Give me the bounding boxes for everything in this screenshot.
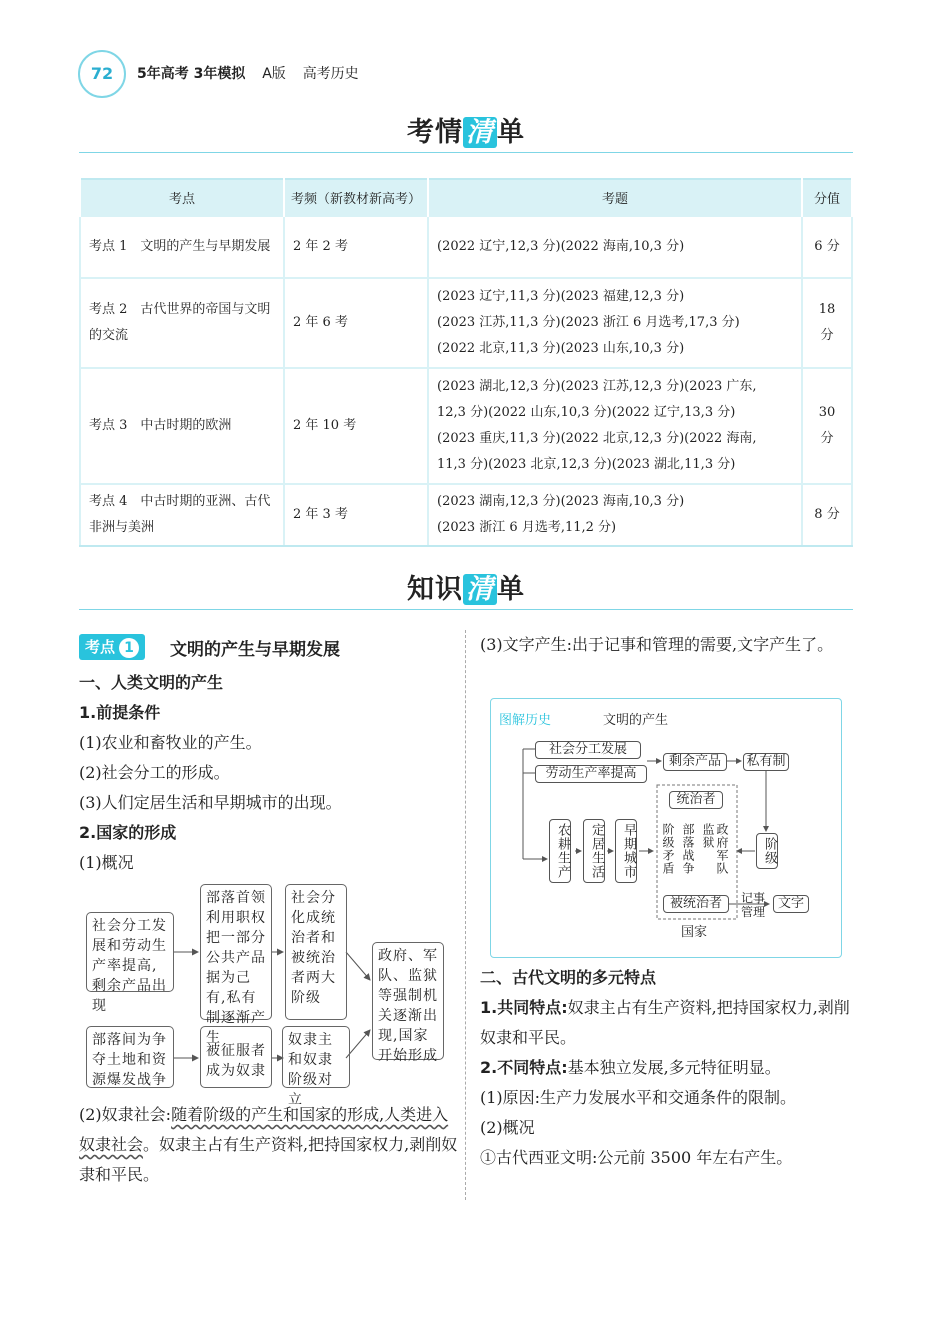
slave-society-paragraph [79, 1100, 459, 1190]
flow-box-4: 政府、军队、监狱等强制机关逐渐出现,国家开始形成 [372, 942, 444, 1060]
cell-point: 考点 1 文明的产生与早期发展 [80, 216, 284, 278]
question-line: (2023 湖北,12,3 分)(2023 江苏,12,3 分)(2023 广东, [437, 379, 757, 394]
heading-2a: 1.前提条件 [79, 703, 161, 722]
list-item: (3)人们定居生活和早期城市的出现。 [79, 793, 342, 812]
cell-point: 考点 4 中古时期的亚洲、古代非洲与美洲 [80, 484, 284, 546]
table-row [80, 368, 852, 484]
series-name: 5年高考 3年模拟 [137, 66, 246, 82]
topic-badge [79, 634, 145, 660]
sub-heading: (1)概况 [79, 853, 134, 872]
flow-box-5: 部落间为争夺土地和资源爆发战争 [86, 1026, 174, 1088]
subject: 高考历史 [302, 66, 359, 82]
cell-freq: 2 年 3 考 [284, 484, 428, 546]
table-header-row [80, 179, 852, 216]
flow-box-1: 社会分工发展和劳动生产率提高,剩余产品出现 [86, 912, 174, 992]
section-title-zhishi [407, 567, 525, 606]
table-row [80, 484, 852, 546]
slave-society-emphasis: 随着阶级的产生和国家的形成,人类进入奴隶社会 [79, 1105, 449, 1154]
flow-box-6: 被征服者成为奴隶 [200, 1026, 272, 1088]
question-line: (2023 浙江 6 月选考,11,2 分) [437, 520, 617, 535]
different-features-label: 2.不同特点: [480, 1058, 568, 1077]
badge-label: 考点 [85, 638, 116, 656]
illustrated-history-diagram [490, 698, 842, 958]
section-divider [79, 152, 853, 153]
cell-point: 考点 2 古代世界的帝国与文明的交流 [80, 278, 284, 368]
list-item: (2)社会分工的形成。 [79, 763, 230, 782]
diagram-tag: 图解历史 [499, 713, 552, 728]
heading-1: 一、人类文明的产生 [79, 673, 224, 692]
cell-freq: 2 年 2 考 [284, 216, 428, 278]
header-score: 分值 [802, 179, 852, 216]
cell-questions [428, 368, 802, 484]
node-writing: 文字 [773, 895, 809, 913]
node-division-of-labor: 社会分工发展 [535, 741, 641, 759]
node-state: 国家 [681, 925, 708, 940]
slave-society-label: (2)奴隶社会: [79, 1105, 172, 1124]
different-features-text: 基本独立发展,多元特征明显。 [567, 1058, 781, 1077]
node-class-conflict: 阶级矛盾 [661, 823, 675, 875]
section-title-post: 单 [497, 117, 525, 148]
question-line: (2022 辽宁,12,3 分)(2022 海南,10,3 分) [437, 239, 685, 254]
common-features-text: 奴隶主占有生产资料,把持国家权力,剥削奴隶和平民。 [480, 998, 850, 1047]
different-features [480, 1053, 852, 1083]
cell-questions [428, 216, 802, 278]
node-settled-life: 定居生活 [583, 819, 605, 883]
cell-point: 考点 3 中古时期的欧洲 [80, 368, 284, 484]
edition: A版 [262, 66, 286, 82]
header-questions: 考题 [428, 179, 802, 216]
question-line: (2023 湖南,12,3 分)(2023 海南,10,3 分) [437, 494, 685, 509]
badge-number: 1 [119, 638, 139, 658]
heading-2b: 2.国家的形成 [79, 823, 177, 842]
node-private-property: 私有制 [743, 753, 789, 771]
slave-society-rest: 。奴隶主占有生产资料,把持国家权力,剥削奴隶和平民。 [79, 1135, 458, 1184]
west-asia-line: ①古代西亚文明:公元前 3500 年左右产生。 [480, 1148, 793, 1167]
cell-freq: 2 年 6 考 [284, 278, 428, 368]
node-tribal-war: 部落战争 [681, 823, 695, 875]
cell-score: 6 分 [802, 216, 852, 278]
cell-score: 30 分 [802, 368, 852, 484]
header-freq: 考频（新教材新高考） [284, 179, 428, 216]
question-line: (2023 重庆,11,3 分)(2022 北京,12,3 分)(2022 海南, [437, 431, 757, 446]
page-number: 72 [78, 50, 126, 98]
flow-box-7: 奴隶主和奴隶阶级对立 [282, 1026, 350, 1088]
question-line: (2023 辽宁,11,3 分)(2023 福建,12,3 分) [437, 289, 685, 304]
section-title-accent: 清 [463, 117, 497, 148]
flow-box-2: 部落首领利用职权把一部分公共产品据为己有,私有制逐渐产生 [200, 884, 272, 1020]
heading-diversity: 二、古代文明的多元特点 [480, 968, 657, 987]
node-productivity: 劳动生产率提高 [535, 765, 647, 783]
overview-line: (2)概况 [480, 1118, 535, 1137]
section-divider [79, 609, 853, 610]
node-ruled: 被统治者 [663, 895, 729, 913]
node-government: 政府军队监狱 [701, 823, 729, 875]
list-item: (1)农业和畜牧业的产生。 [79, 733, 262, 752]
cell-score: 8 分 [802, 484, 852, 546]
reason-line: (1)原因:生产力发展水平和交通条件的限制。 [480, 1088, 797, 1107]
question-line: (2022 北京,11,3 分)(2023 山东,10,3 分) [437, 341, 685, 356]
node-farming: 农耕生产 [549, 819, 571, 883]
node-class: 阶级 [756, 833, 778, 869]
cell-questions [428, 278, 802, 368]
table-row [80, 216, 852, 278]
cell-score: 18 分 [802, 278, 852, 368]
node-early-cities: 早期城市 [615, 819, 637, 883]
section-title-kaoqing [407, 110, 525, 149]
section-title-accent: 清 [463, 574, 497, 605]
common-features-label: 1.共同特点: [480, 998, 568, 1017]
section-title-pre: 知识 [407, 574, 463, 605]
writing-paragraph: (3)文字产生:出于记事和管理的需要,文字产生了。 [480, 635, 834, 654]
header-point: 考点 [80, 179, 284, 216]
flow-box-3: 社会分化成统治者和被统治者两大阶级 [285, 884, 347, 1020]
section-title-pre: 考情 [407, 117, 463, 148]
running-header [137, 63, 371, 83]
table-row [80, 278, 852, 368]
node-rulers: 统治者 [669, 791, 723, 809]
cell-questions [428, 484, 802, 546]
node-surplus: 剩余产品 [663, 753, 727, 771]
diagram-title: 文明的产生 [603, 713, 669, 728]
question-line: (2023 江苏,11,3 分)(2023 浙江 6 月选考,17,3 分) [437, 315, 740, 330]
question-line: 11,3 分)(2023 北京,12,3 分)(2023 湖北,11,3 分) [437, 457, 736, 472]
topic-title: 文明的产生与早期发展 [170, 640, 340, 660]
common-features [480, 993, 852, 1053]
column-divider [465, 630, 466, 1200]
section-title-post: 单 [497, 574, 525, 605]
cell-freq: 2 年 10 考 [284, 368, 428, 484]
exam-table [79, 178, 853, 547]
question-line: 12,3 分)(2022 山东,10,3 分)(2022 辽宁,13,3 分) [437, 405, 736, 420]
node-record-management: 记事管理 [741, 891, 766, 919]
